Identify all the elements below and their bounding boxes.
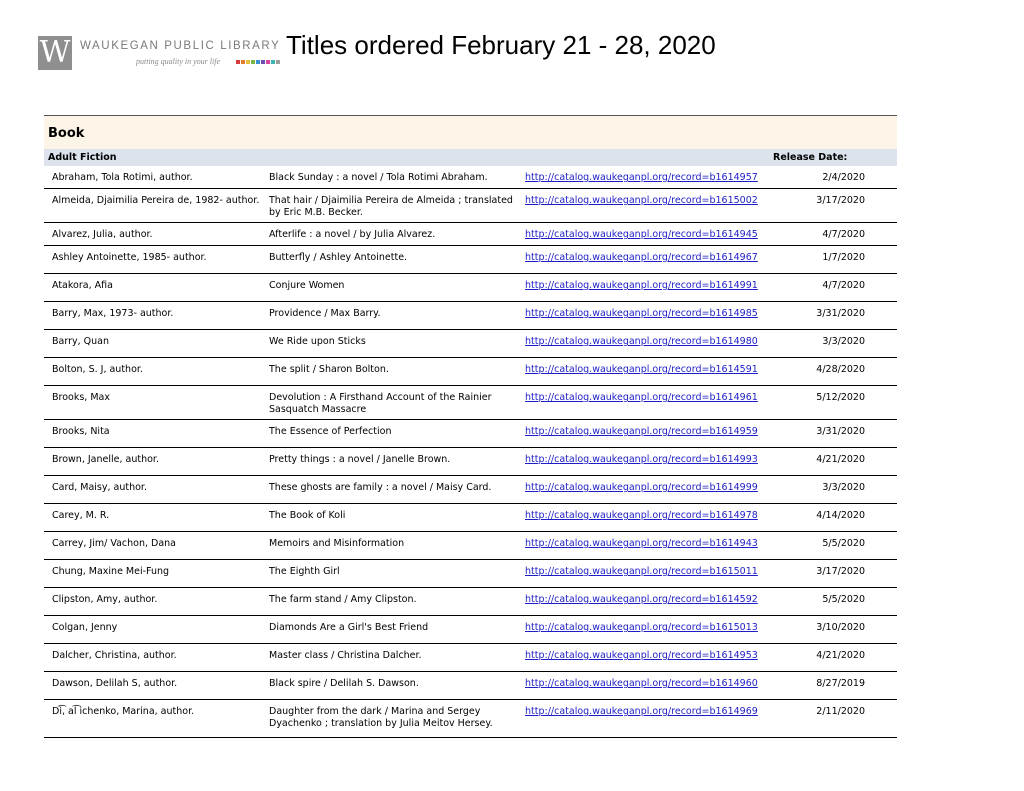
catalog-link[interactable]: http://catalog.waukeganpl.org/record=b1614953 xyxy=(525,650,758,661)
release-date-cell: 4/21/2020 xyxy=(816,454,865,465)
catalog-link[interactable]: http://catalog.waukeganpl.org/record=b1614967 xyxy=(525,252,758,263)
logo-square xyxy=(246,60,250,64)
table-row xyxy=(44,189,897,223)
release-date-cell: 5/12/2020 xyxy=(816,392,865,403)
title-list xyxy=(44,166,897,738)
table-row xyxy=(44,302,897,330)
table-row xyxy=(44,358,897,386)
title-cell: Black Sunday : a novel / Tola Rotimi Abraham. xyxy=(269,172,488,183)
author-cell: Atakora, Afia xyxy=(52,280,113,291)
category-label: Adult Fiction xyxy=(48,152,117,163)
title-cell: Providence / Max Barry. xyxy=(269,308,381,319)
author-cell: Dì͡, al͡ ichenko, Marina, author. xyxy=(52,706,195,717)
catalog-link[interactable]: http://catalog.waukeganpl.org/record=b1614999 xyxy=(525,482,758,493)
catalog-link[interactable]: http://catalog.waukeganpl.org/record=b1614978 xyxy=(525,510,758,521)
catalog-link[interactable]: http://catalog.waukeganpl.org/record=b1614943 xyxy=(525,538,758,549)
table-row xyxy=(44,166,897,189)
release-date-cell: 4/14/2020 xyxy=(816,510,865,521)
title-cell: These ghosts are family : a novel / Maisy Card. xyxy=(269,482,492,493)
release-date-cell: 2/11/2020 xyxy=(816,706,865,717)
catalog-link[interactable]: http://catalog.waukeganpl.org/record=b1614993 xyxy=(525,454,758,465)
release-date-cell: 8/27/2019 xyxy=(816,678,865,689)
title-cell: The Essence of Perfection xyxy=(269,426,392,437)
title-cell: Diamonds Are a Girl's Best Friend xyxy=(269,622,429,633)
title-cell: Butterfly / Ashley Antoinette. xyxy=(269,252,408,263)
author-cell: Dawson, Delilah S, author. xyxy=(52,678,178,689)
author-cell: Barry, Max, 1973- author. xyxy=(52,308,174,319)
library-tagline: putting quality in your life xyxy=(136,57,220,66)
title-cell: Black spire / Delilah S. Dawson. xyxy=(269,678,419,689)
author-cell: Brooks, Max xyxy=(52,392,110,403)
catalog-link[interactable]: http://catalog.waukeganpl.org/record=b1614969 xyxy=(525,706,758,717)
table-row xyxy=(44,448,897,476)
author-cell: Almeida, Djaimilia Pereira de, 1982- author. xyxy=(52,195,260,206)
author-cell: Chung, Maxine Mei-Fung xyxy=(52,566,170,577)
release-date-cell: 3/31/2020 xyxy=(816,308,865,319)
catalog-link[interactable]: http://catalog.waukeganpl.org/record=b1614945 xyxy=(525,229,758,240)
title-cell: Afterlife : a novel / by Julia Alvarez. xyxy=(269,229,436,240)
title-cell: Devolution : A Firsthand Account of the Rainier Sasquatch Massacre xyxy=(269,392,492,415)
release-date-cell: 4/7/2020 xyxy=(822,229,865,240)
library-name: WAUKEGAN PUBLIC LIBRARY xyxy=(80,40,281,52)
release-date-cell: 5/5/2020 xyxy=(822,594,865,605)
logo-color-squares xyxy=(236,60,280,65)
logo-w-mark: W xyxy=(39,35,71,70)
release-date-cell: 4/21/2020 xyxy=(816,650,865,661)
author-cell: Brooks, Nita xyxy=(52,426,110,437)
table-row xyxy=(44,223,897,246)
logo-square xyxy=(271,60,275,64)
catalog-link[interactable]: http://catalog.waukeganpl.org/record=b1615011 xyxy=(525,566,758,577)
table-row xyxy=(44,672,897,700)
author-cell: Alvarez, Julia, author. xyxy=(52,229,153,240)
catalog-link[interactable]: http://catalog.waukeganpl.org/record=b1614980 xyxy=(525,336,758,347)
title-cell: The Book of Koli xyxy=(269,510,346,521)
table-row xyxy=(44,616,897,644)
title-cell: The split / Sharon Bolton. xyxy=(269,364,389,375)
logo-square xyxy=(251,60,255,64)
catalog-link[interactable]: http://catalog.waukeganpl.org/record=b1614592 xyxy=(525,594,758,605)
table-row xyxy=(44,644,897,672)
table-row xyxy=(44,386,897,420)
release-date-cell: 2/4/2020 xyxy=(822,172,865,183)
library-logo xyxy=(38,35,281,72)
author-cell: Barry, Quan xyxy=(52,336,109,347)
title-cell: The farm stand / Amy Clipston. xyxy=(269,594,417,605)
title-cell: That hair / Djaimilia Pereira de Almeida ; translated by Eric M.B. Becker. xyxy=(269,195,513,218)
title-cell: We Ride upon Sticks xyxy=(269,336,366,347)
catalog-link[interactable]: http://catalog.waukeganpl.org/record=b1614985 xyxy=(525,308,758,319)
logo-square xyxy=(276,60,280,64)
logo-square xyxy=(241,60,245,64)
title-cell: Pretty things : a novel / Janelle Brown. xyxy=(269,454,451,465)
release-date-cell: 3/3/2020 xyxy=(822,482,865,493)
author-cell: Colgan, Jenny xyxy=(52,622,118,633)
catalog-link[interactable]: http://catalog.waukeganpl.org/record=b1614961 xyxy=(525,392,758,403)
table-row xyxy=(44,274,897,302)
catalog-link[interactable]: http://catalog.waukeganpl.org/record=b1615013 xyxy=(525,622,758,633)
author-cell: Bolton, S. J, author. xyxy=(52,364,143,375)
author-cell: Clipston, Amy, author. xyxy=(52,594,158,605)
catalog-link[interactable]: http://catalog.waukeganpl.org/record=b1614959 xyxy=(525,426,758,437)
section-header xyxy=(44,115,897,149)
table-row xyxy=(44,588,897,616)
table-row xyxy=(44,532,897,560)
author-cell: Card, Maisy, author. xyxy=(52,482,147,493)
titles-report xyxy=(44,115,897,738)
release-date-cell: 5/5/2020 xyxy=(822,538,865,549)
catalog-link[interactable]: http://catalog.waukeganpl.org/record=b1614960 xyxy=(525,678,758,689)
author-cell: Ashley Antoinette, 1985- author. xyxy=(52,252,207,263)
catalog-link[interactable]: http://catalog.waukeganpl.org/record=b1614957 xyxy=(525,172,758,183)
logo-square xyxy=(236,60,240,64)
logo-square xyxy=(256,60,260,64)
author-cell: Brown, Janelle, author. xyxy=(52,454,159,465)
author-cell: Carey, M. R. xyxy=(52,510,110,521)
title-cell: Conjure Women xyxy=(269,280,345,291)
table-row xyxy=(44,246,897,274)
table-row xyxy=(44,330,897,358)
catalog-link[interactable]: http://catalog.waukeganpl.org/record=b1614991 xyxy=(525,280,758,291)
release-date-cell: 4/28/2020 xyxy=(816,364,865,375)
author-cell: Carrey, Jim/ Vachon, Dana xyxy=(52,538,176,549)
author-cell: Dalcher, Christina, author. xyxy=(52,650,177,661)
table-row xyxy=(44,700,897,738)
release-date-cell: 3/17/2020 xyxy=(816,195,865,206)
catalog-link[interactable]: http://catalog.waukeganpl.org/record=b1614591 xyxy=(525,364,758,375)
title-cell: Master class / Christina Dalcher. xyxy=(269,650,422,661)
release-date-cell: 3/10/2020 xyxy=(816,622,865,633)
release-date-cell: 3/31/2020 xyxy=(816,426,865,437)
release-date-cell: 3/3/2020 xyxy=(822,336,865,347)
release-date-cell: 4/7/2020 xyxy=(822,280,865,291)
release-date-header: Release Date: xyxy=(773,152,848,163)
logo-square xyxy=(266,60,270,64)
catalog-link[interactable]: http://catalog.waukeganpl.org/record=b1615002 xyxy=(525,195,758,206)
author-cell: Abraham, Tola Rotimi, author. xyxy=(52,172,193,183)
title-cell: Daughter from the dark / Marina and Sergey Dyachenko ; translation by Julia Meitov Hersey. xyxy=(269,706,493,729)
logo-square xyxy=(261,60,265,64)
page-title: Titles ordered February 21 - 28, 2020 xyxy=(286,30,716,60)
table-row xyxy=(44,420,897,448)
table-row xyxy=(44,560,897,588)
column-header xyxy=(44,149,897,166)
section-name: Book xyxy=(48,126,85,141)
table-row xyxy=(44,504,897,532)
title-cell: The Eighth Girl xyxy=(269,566,340,577)
table-row xyxy=(44,476,897,504)
title-cell: Memoirs and Misinformation xyxy=(269,538,405,549)
release-date-cell: 3/17/2020 xyxy=(816,566,865,577)
release-date-cell: 1/7/2020 xyxy=(822,252,865,263)
